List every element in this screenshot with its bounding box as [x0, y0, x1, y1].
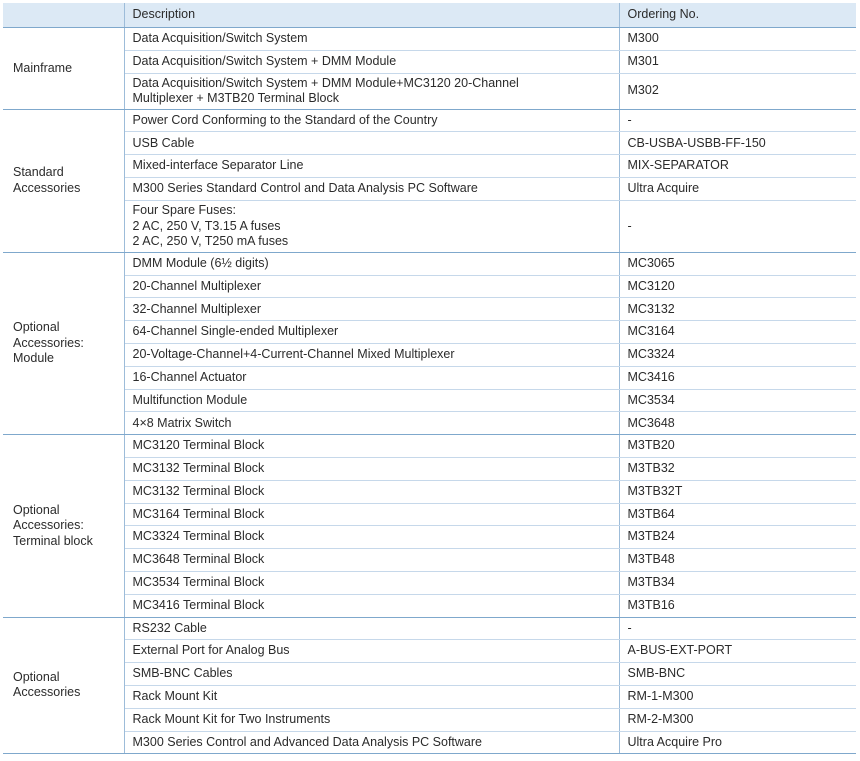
- description-cell: [124, 640, 619, 663]
- description-text: 2 AC, 250 V, T3.15 A fuses: [132, 218, 281, 233]
- table-row: [3, 109, 856, 132]
- category-label: Accessories: [13, 685, 81, 700]
- table-row: [3, 275, 856, 298]
- description-text: USB Cable: [132, 135, 195, 150]
- ordering-number-cell: M3TB32T: [619, 480, 856, 503]
- description-cell: [124, 298, 619, 321]
- ordering-number-cell: M301: [619, 50, 856, 73]
- table-row: [3, 28, 856, 51]
- description-cell: [124, 343, 619, 366]
- header-row: [3, 3, 856, 28]
- description-cell: [124, 389, 619, 412]
- description-cell: [124, 594, 619, 617]
- description-cell: [124, 503, 619, 526]
- description-text: Data Acquisition/Switch System: [132, 31, 308, 46]
- description-cell: [124, 50, 619, 73]
- description-text: RS232 Cable: [132, 620, 207, 635]
- table-row: [3, 73, 856, 109]
- description-cell: [124, 200, 619, 252]
- description-text: Multiplexer + M3TB20 Terminal Block: [132, 91, 339, 106]
- ordering-number-cell: -: [619, 200, 856, 252]
- description-cell: [124, 28, 619, 51]
- category-label: Optional: [13, 320, 60, 335]
- description-cell: [124, 457, 619, 480]
- description-cell: [124, 109, 619, 132]
- table-row: [3, 594, 856, 617]
- ordering-number-cell: -: [619, 109, 856, 132]
- ordering-number-cell: Ultra Acquire: [619, 177, 856, 200]
- ordering-number-cell: MC3164: [619, 321, 856, 344]
- description-cell: [124, 435, 619, 458]
- ordering-number-cell: MC3648: [619, 412, 856, 435]
- table-row: [3, 252, 856, 275]
- header-description: Description: [124, 3, 619, 28]
- description-text: Four Spare Fuses:: [132, 203, 237, 218]
- description-cell: [124, 252, 619, 275]
- description-text: 20-Channel Multiplexer: [132, 278, 262, 293]
- ordering-number-cell: A-BUS-EXT-PORT: [619, 640, 856, 663]
- table-row: [3, 298, 856, 321]
- ordering-number-cell: MC3324: [619, 343, 856, 366]
- header-ordering-no: Ordering No.: [619, 3, 856, 28]
- description-text: Data Acquisition/Switch System + DMM Module: [132, 53, 397, 68]
- ordering-number-cell: M3TB16: [619, 594, 856, 617]
- description-text: 16-Channel Actuator: [132, 369, 247, 384]
- table-row: [3, 412, 856, 435]
- description-cell: [124, 155, 619, 178]
- table-row: [3, 132, 856, 155]
- table-row: [3, 503, 856, 526]
- description-cell: [124, 177, 619, 200]
- category-label: Accessories:: [13, 518, 84, 533]
- ordering-number-cell: MC3416: [619, 366, 856, 389]
- description-text: 2 AC, 250 V, T250 mA fuses: [132, 234, 289, 249]
- ordering-number-cell: MIX-SEPARATOR: [619, 155, 856, 178]
- description-cell: [124, 132, 619, 155]
- ordering-number-cell: M3TB24: [619, 526, 856, 549]
- table-row: [3, 480, 856, 503]
- description-text: Rack Mount Kit for Two Instruments: [132, 711, 331, 726]
- description-cell: [124, 571, 619, 594]
- description-text: 32-Channel Multiplexer: [132, 301, 262, 316]
- ordering-number-cell: M3TB32: [619, 457, 856, 480]
- ordering-number-cell: RM-1-M300: [619, 685, 856, 708]
- table-row: [3, 708, 856, 731]
- description-text: 20-Voltage-Channel+4-Current-Channel Mixed Multiplexer: [132, 347, 455, 362]
- description-text: Multifunction Module: [132, 392, 248, 407]
- description-text: M300 Series Control and Advanced Data Analysis PC Software: [132, 734, 482, 749]
- description-text: Power Cord Conforming to the Standard of the Country: [132, 112, 438, 127]
- description-text: 4×8 Matrix Switch: [132, 415, 232, 430]
- category-cell: [3, 617, 124, 754]
- ordering-number-cell: CB-USBA-USBB-FF-150: [619, 132, 856, 155]
- description-text: Data Acquisition/Switch System + DMM Module+MC3120 20-Channel: [132, 75, 519, 90]
- description-text: MC3324 Terminal Block: [132, 529, 265, 544]
- category-label: Accessories: [13, 180, 81, 195]
- description-text: Mixed-interface Separator Line: [132, 158, 304, 173]
- category-label: Mainframe: [13, 60, 73, 75]
- ordering-number-cell: RM-2-M300: [619, 708, 856, 731]
- description-cell: [124, 275, 619, 298]
- table-row: [3, 50, 856, 73]
- table-row: [3, 155, 856, 178]
- table-row: [3, 200, 856, 252]
- ordering-number-cell: MC3065: [619, 252, 856, 275]
- table-row: [3, 321, 856, 344]
- description-text: Rack Mount Kit: [132, 689, 218, 704]
- category-label: Optional: [13, 502, 60, 517]
- category-label: Standard: [13, 165, 64, 180]
- ordering-number-cell: MC3120: [619, 275, 856, 298]
- ordering-number-cell: MC3132: [619, 298, 856, 321]
- category-cell: [3, 435, 124, 617]
- ordering-number-cell: M3TB20: [619, 435, 856, 458]
- description-cell: [124, 617, 619, 640]
- description-cell: [124, 480, 619, 503]
- description-cell: [124, 321, 619, 344]
- description-cell: [124, 685, 619, 708]
- table-row: [3, 640, 856, 663]
- table-row: [3, 685, 856, 708]
- ordering-number-cell: M3TB64: [619, 503, 856, 526]
- category-cell: [3, 109, 124, 252]
- description-cell: [124, 731, 619, 754]
- description-cell: [124, 412, 619, 435]
- ordering-number-cell: M3TB34: [619, 571, 856, 594]
- description-text: 64-Channel Single-ended Multiplexer: [132, 324, 339, 339]
- table-row: [3, 731, 856, 754]
- description-text: MC3534 Terminal Block: [132, 575, 265, 590]
- description-text: MC3648 Terminal Block: [132, 552, 265, 567]
- description-text: MC3416 Terminal Block: [132, 597, 265, 612]
- description-text: MC3164 Terminal Block: [132, 506, 265, 521]
- category-label: Optional: [13, 669, 60, 684]
- description-cell: [124, 366, 619, 389]
- ordering-number-cell: -: [619, 617, 856, 640]
- ordering-number-cell: M3TB48: [619, 549, 856, 572]
- table-row: [3, 549, 856, 572]
- ordering-number-cell: M302: [619, 73, 856, 109]
- table-row: [3, 617, 856, 640]
- category-label: Terminal block: [13, 533, 93, 548]
- table-row: [3, 366, 856, 389]
- table-row: [3, 571, 856, 594]
- description-cell: [124, 663, 619, 686]
- description-text: SMB-BNC Cables: [132, 666, 233, 681]
- description-cell: [124, 526, 619, 549]
- table-row: [3, 435, 856, 458]
- table-row: [3, 343, 856, 366]
- ordering-number-cell: MC3534: [619, 389, 856, 412]
- category-label: Module: [13, 351, 54, 366]
- header-category: [3, 3, 124, 28]
- description-cell: [124, 708, 619, 731]
- category-cell: [3, 28, 124, 110]
- description-text: M300 Series Standard Control and Data Analysis PC Software: [132, 181, 478, 196]
- table-body: [3, 28, 856, 754]
- ordering-number-cell: M300: [619, 28, 856, 51]
- description-text: MC3120 Terminal Block: [132, 438, 265, 453]
- table-row: [3, 457, 856, 480]
- table-row: [3, 663, 856, 686]
- description-text: External Port for Analog Bus: [132, 643, 290, 658]
- ordering-number-cell: Ultra Acquire Pro: [619, 731, 856, 754]
- description-text: MC3132 Terminal Block: [132, 483, 265, 498]
- description-cell: [124, 549, 619, 572]
- category-label: Accessories:: [13, 335, 84, 350]
- table-row: [3, 526, 856, 549]
- description-text: DMM Module (6½ digits): [132, 255, 269, 270]
- table-row: [3, 389, 856, 412]
- category-cell: [3, 252, 124, 434]
- description-cell: [124, 73, 619, 109]
- description-text: MC3132 Terminal Block: [132, 461, 265, 476]
- table-row: [3, 177, 856, 200]
- ordering-number-cell: SMB-BNC: [619, 663, 856, 686]
- ordering-table: [3, 3, 856, 754]
